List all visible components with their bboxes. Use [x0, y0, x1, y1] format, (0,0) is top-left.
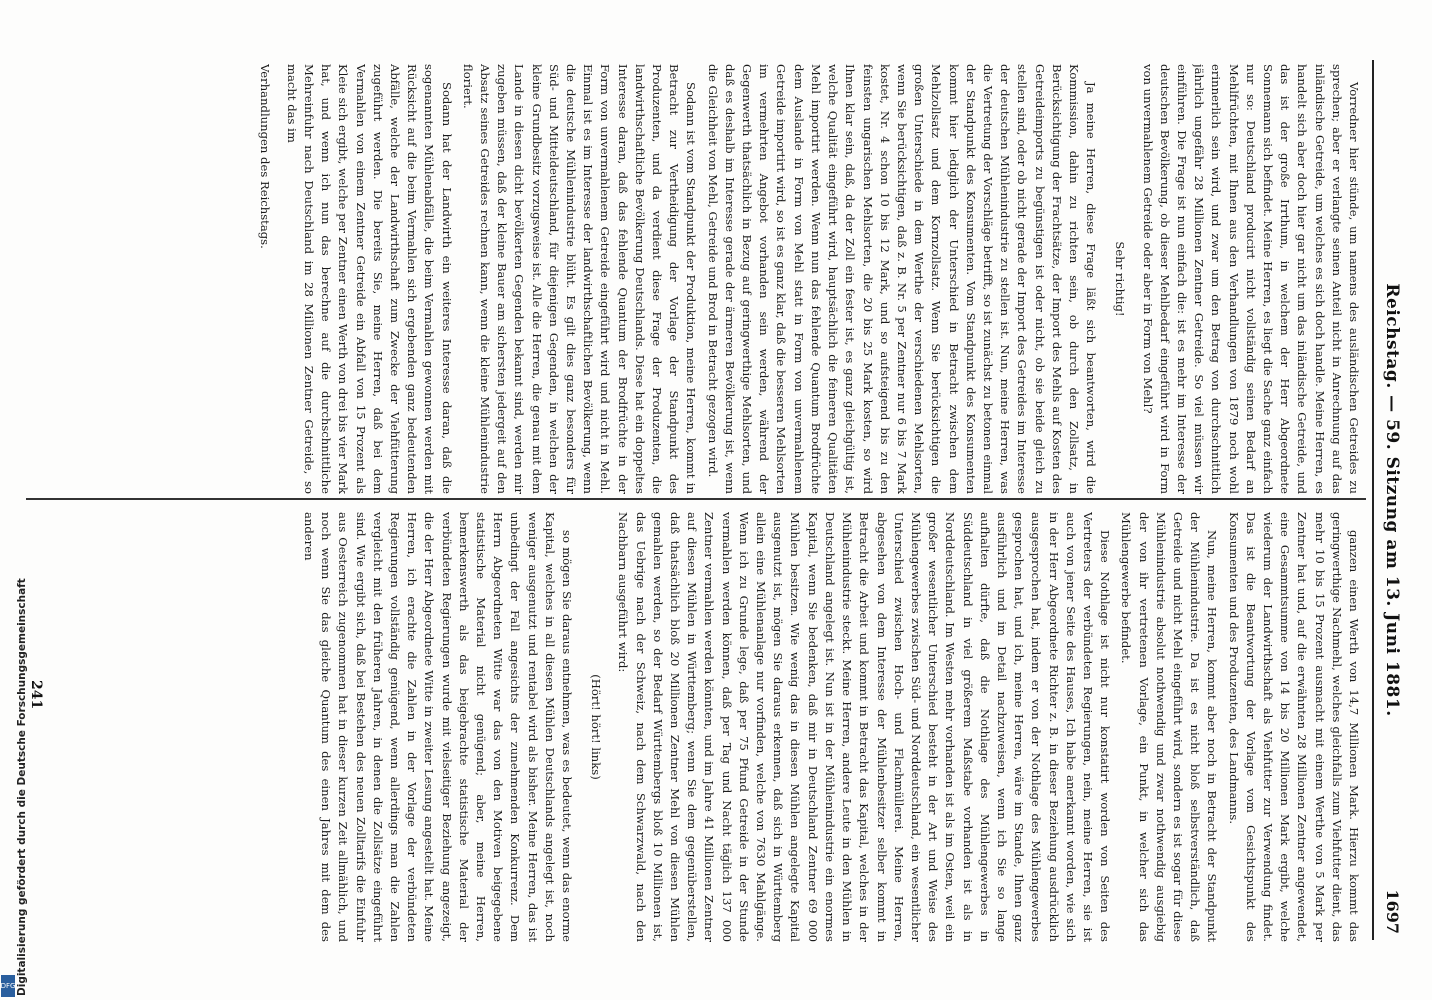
- header-rule: [1372, 60, 1374, 940]
- paragraph: ganzen einen Werth von 14,7 Millionen Mark. Hierzu kommt das geringwerthige Nachmehl, welches gleichfalls zum Viehfutter dient, das mehr 10 bis 15 Prozent ausmacht mit einem Werthe von 5 Mark per Zentner hat und, auf die erwähnten 28 Millionen Zentner angewendet, eine Gesammtsumme von 14 bis 20 Millionen Mark ergibt, welche wiederum der Landwirthschaft als Viehfutter zur Verwendung findet. Das ist die Beantwortung der Vorlage vom Gesichtspunkt des Konsumenten und des Produzenten, des Landmanns.: [1226, 512, 1361, 942]
- bottom-signature: Verhandlungen des Reichstags.: [257, 64, 272, 249]
- running-title: Reichstag. — 59. Sitzung am 13. Juni 1881.: [1382, 283, 1402, 717]
- paragraph: Sodann hat der Landwirth ein weiteres Interesse daran, daß die sogenannten Mühlenabfälle, die beim Vermahlen gewonnen werden mit Rücksicht auf die beim Vermahlen sich ergebenden ganz bedeutenden Abfälle, welche der Landwirthschaft zum Zwecke der Viehfütterung zugeführt werden. Die bereits Sie, meine Herren, daß bei dem Vermahlen von einem Zentner Getreide ein Abfall von 15 Prozent als Kleie sich ergibt, welche per Zentner einen Werth von drei bis vier Mark hat, und wenn ich nun das berechne auf die durchschnittliche Mehreinfuhr nach Deutschland im 28 Millionen Zentner Getreide, so macht das im: [284, 64, 454, 494]
- sheet-signature: 241: [28, 680, 44, 710]
- paragraph: Diese Nothlage ist nicht nur konstatirt worden von Seiten des Vertreters der verbündeten Regierungen, nein, meine Herren, sie ist auch von jener Seite des Hauses, Ich habe anerkannt worden, wie sich in der Herr Abgeordnete Richter z. B. in dieser Beziehung ausdrücklich ausgesprochen hat, indem er von der Nothlage des Mühlengewerbes gesprochen hat, und ich, meine Herren, wäre im Stande, Ihnen ganz ausführlich und im Detail nachzuweisen, wenn ich Sie so lange aufhalten dürfte, daß die Nothlage des Mühlengewerbes in Süddeutschland in viel größerem Maßstabe vorhanden ist als in Norddeutschland. Im Westen mehr vorhanden ist als im Osten, weil ein großer wesentlicher Unterschied besteht in der Art und Weise des Mühlengewerbes zwischen Süd- und Norddeutschland, ein wesentlicher Unterschied zwischen Hoch- und Flachmüllerei. Meine Herren, abgesehen von dem Interesse der Mühlenbesitzer selber kommt in Betracht die Arbeit und kommt in Betracht das Kapital, welches in der Mühlenindustrie steckt. Meine Herren, andere Leute in den Mühlen in Deutschland angelegt ist. Nun ist in der Mühlenindustrie ein enormes Kapital, wenn Sie bedenken, daß mir in Deutschland Zentner 69 000 Mühlen besitzen. Wie wenig das in diesen Mühlen angelegte Kapital ausgenutzt ist, mögen Sie daraus erkennen, daß sich in Württemberg allein eine Mühlenanlage nur vorfinden, welche von 7630 Mahlgänge. Wenn ich zu Grunde lege, daß per 75 Pfund Getreide in der Stunde vermahlen werden können, daß per Tag und Nacht täglich 137 000 Zentner vermahlen werden könnten, und im Jahre 41 Millionen Zentner auf diesen Mühlen in Württemberg; wenn Sie dem gegenüberstellen, daß thatsächlich bloß 20 Millionen Zentner Mehl von diesen Mühlen gemahlen werden, so der Bedarf Württembergs bloß 10 Millionen ist, das Uebrige nach der Schweiz, nach dem Schwarzwald, nach den Nachbarn ausgeführt wird:: [616, 512, 1113, 942]
- page-number: 1697: [1383, 889, 1402, 934]
- paragraph: so mögen Sie daraus entnehmen, was es bedeutet, wenn das enorme Kapital, welches in all diesen Mühlen Deutschlands angelegt ist, noch weniger ausgenutzt und rentabel wird als bisher. Meine Herren, das ist unbedingt der Fall angesichts der zunehmenden Konkurrenz. Dem Herrn Abgeordneten Witte war das von den Motiven beigegebene statistische Material nicht genügend; aber, meine Herren, bemerkenswerth als das beigebrachte statistische Material der verbündeten Regierungen wurde mit vielseitiger Beziehung angezeigt, die der Herr Abgeordnete Witte in zweiter Lesung angestellt hat. Meine Herren, ich erachte die Zahlen in der Vorlage der verbündeten Regierungen vollständig genügend, wenn allerdings man die Zahlen vergleicht mit den früheren Jahren, in denen die Zollsätze eingeführt sind. Wie ergibt sich, daß bei Bestehen des neuen Zolltarifs die Einfuhr aus Oesterreich zugenommen hat in dieser kurzen Zeit allmählich, und noch wenn Sie das gleiche Quantum des einen Jahres mit dem des anderen: [302, 512, 575, 942]
- column-divider: [26, 498, 1366, 500]
- credit-text: Digitalisierung gefördert durch die Deutsche Forschungsgemeinschaft: [16, 578, 28, 996]
- paragraph: Vorredner hier stünde, um namens des ausländischen Getreides zu sprechen; aber er verlangte seinen Anteil nicht in Anrechnung auf das inländische Getreide, um welches es sich doch handle. Meine Herren, es handelt sich aber doch hier gar nicht um das inländische Getreide, und das ist der große Irrthum, in welchem der Herr Abgeordnete Sonnemann sich befindet. Meine Herren, es liegt die Sache ganz einfach nur so: Deutschland producirt nicht vollständig seinen Bedarf an Mehlfrüchten, mit Ihnen aus den Verhandlungen von 1879 noch wohl erinnerlich sein wird, und zwar um den Betrag von durchschnittlich jährlich ungefähr 28 Millionen Zentner Getreide. So viel müssen wir einführen. Die Frage ist nun einfach die: ist es mehr im Interesse der deutschen Bevölkerung, ob dieser Mehlbedarf eingeführt wird in Form von unvermahlenem Getreide oder aber in Form von Mehl?: [1140, 64, 1361, 494]
- left-column: [42, 64, 1362, 494]
- paragraph: Ja meine Herren, diese Frage läßt sich beantworten, wird die Kommission, dahin zu richten sein, ob durch den Zollsatz, in Berücksichtigung der Frachtsätze, der Import des Mehls auf Kosten des Getreideimports zu begünstigen ist oder nicht, ob sie beide gleich zu stellen sind, oder ob nicht gerade der Import des Getreides im Interesse der deutschen Mühlenindustrie zu stellen ist. Nun, meine Herren, was die Vertretung der Vorschläge betrifft, so ist zunächst zu betonen einmal der Standpunkt des Konsumenten. Vom Standpunkt des Konsumenten kommt hier lediglich der Unterschied in Betracht zwischen dem Mehlzollsatz und dem Kornzollsatz. Wenn Sie berücksichtigen die großen Unterschiede in dem Werthe der verschiedenen Mehlsorten, wenn Sie berücksichtigen, daß z. B. Nr. 5 per Zentner nur 6 bis 7 Mark kostet, Nr. 4 schon 10 bis 12 Mark, und so aufsteigend bis zu den feinsten ungarischen Mehlsorten, die 20 bis 25 Mark kosten, so wird Ihnen klar sein, daß, da der Zoll ein fester ist, es ganz gleichgültig ist, welche Qualität eingeführt wird, hauptsächlich die feineren Qualitäten Mehl importirt werden. Wenn nun das fehlende Quantum Brodfrüchte dem Auslande in Form von Mehl statt in Form von unvermahlenem Getreide importirt wird, so ist es ganz klar, daß die besseren Mehlsorten im vermehrten Angebot vorhanden sein werden, während der Gegenwerth thatsächlich in Bezug auf geringwerthige Mehlsorten, und daß es deshalb im Interesse gerade der ärmeren Bevölkerung ist, wenn die Gleichheit von Mehl, Getreide und Brod in Betracht gezogen wird.: [705, 64, 1099, 494]
- paragraph: Nun, meine Herren, kommt aber noch in Betracht der Standpunkt der Mühlenindustrie. Da ist es nicht bloß selbstverständlich, daß Getreide und nicht Mehl eingeführt wird, sondern es ist sogar für diese Mühlenindustrie absolut nothwendig und zwar nothwendig ausgiebig der von ihr vertretenen Vorlage, ein Punkt, in welcher sich das Mühlengewerbe befindet.: [1119, 512, 1220, 942]
- funding-credit: [2, 578, 28, 996]
- right-column: [42, 512, 1362, 942]
- dfg-logo-icon: DFG: [1, 975, 15, 997]
- interjection: Sehr richtig!: [1113, 241, 1128, 317]
- interjection: (Hört! hört! links): [589, 674, 604, 780]
- paragraph: Sodann ist vom Standpunkt der Produktion, meine Herren, kommt in Betracht zur Vertheidigung der Vorlage der Standpunkt des Produzenten, und da verdient diese Frage der Produzenten, die landwirthschaftliche Bevölkerung Deutschlands. Diese hat ein doppeltes Interesse daran, daß das fehlende Quantum der Brodfrüchte in der Form von unvermahlenem Getreide eingeführt wird und nicht in Mehl. Einmal ist es im Interesse der landwirthschaftlichen Bevölkerung, wenn die deutsche Mühlenindustrie blüht. Es gilt dies ganz besonders für Süd- und Mitteldeutschland, für diejenigen Gegenden, in welchen der kleine Grundbesitz vorzugsweise ist. Alle die Herren, die genau mit dem Lande in diesen dicht bevölkerten Gegenden bekannt sind, werden mir zugeben müssen, daß der kleine Bauer am sichersten jedergeit auf den Absatz seines Getreides rechnen kann, wenn die kleine Mühlenindustrie floriert.: [460, 64, 699, 494]
